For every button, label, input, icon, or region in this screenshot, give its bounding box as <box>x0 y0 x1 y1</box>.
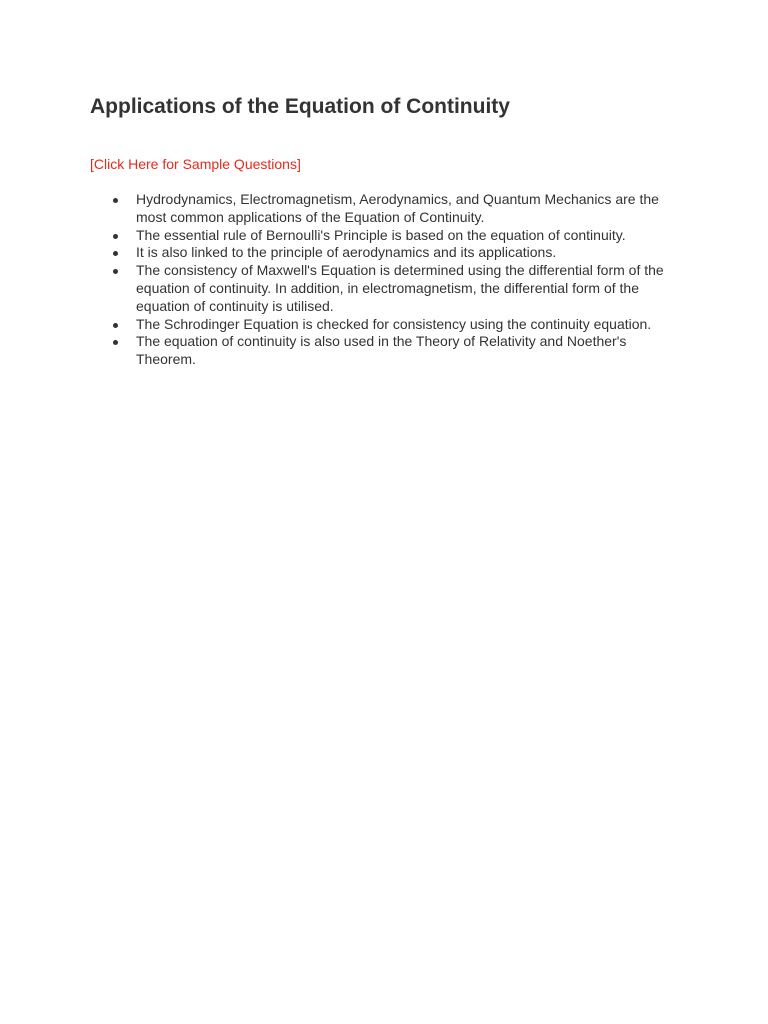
list-item-text: The equation of continuity is also used in the Theory of Relativity and Noether's Theorem. <box>136 333 627 368</box>
list-item-text: The essential rule of Bernoulli's Principle is based on the equation of continuity. <box>136 226 626 243</box>
list-item <box>90 191 681 227</box>
bullet-icon <box>113 234 118 239</box>
sample-questions-link[interactable]: [Click Here for Sample Questions] <box>90 156 301 172</box>
bullet-icon <box>113 323 118 328</box>
list-item-text: The consistency of Maxwell's Equation is determined using the differential form of the equation of continuity. In addition, in electromagnetism, the differential form of the equation of continuity is utilised. <box>136 262 664 314</box>
list-item <box>90 244 681 262</box>
list-item-text: Hydrodynamics, Electromagnetism, Aerodynamics, and Quantum Mechanics are the most common applications of the Equation of Continuity. <box>136 191 659 225</box>
list-item <box>90 227 681 245</box>
list-item <box>90 316 681 334</box>
bullet-icon <box>113 340 118 345</box>
list-item <box>90 333 681 369</box>
bullet-icon <box>113 269 118 274</box>
list-item-text: It is also linked to the principle of aerodynamics and its applications. <box>136 244 557 261</box>
bullet-icon <box>113 251 118 256</box>
list-item-text: The Schrodinger Equation is checked for consistency using the continuity equation. <box>136 315 652 332</box>
list-item <box>90 262 681 315</box>
page-title: Applications of the Equation of Continuity <box>90 95 510 118</box>
applications-list <box>90 191 690 369</box>
bullet-icon <box>113 198 118 203</box>
